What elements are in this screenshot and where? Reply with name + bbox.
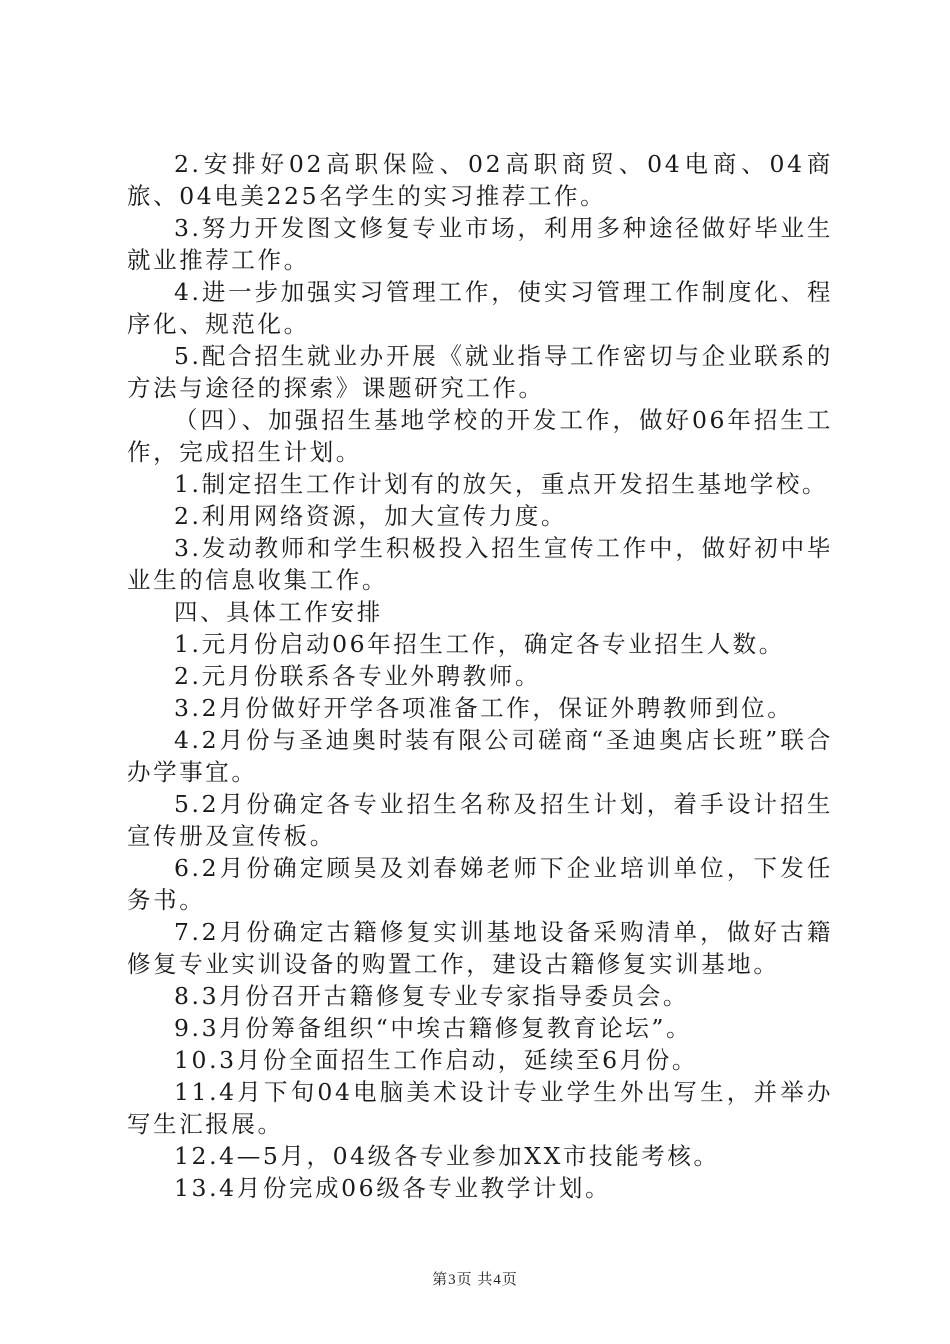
schedule-item-11: 11.4月下旬04电脑美术设计专业学生外出写生，并举办写生汇报展。 <box>127 1078 833 1138</box>
paragraph-item-3-mobilize: 3.发动教师和学生积极投入招生宣传工作中，做好初中毕业生的信息收集工作。 <box>127 534 833 594</box>
schedule-item-5: 5.2月份确定各专业招生名称及招生计划，着手设计招生宣传册及宣传板。 <box>127 790 833 850</box>
schedule-item-13: 13.4月份完成06级各专业教学计划。 <box>174 1174 612 1202</box>
paragraph-item-3-market: 3.努力开发图文修复专业市场，利用多种途径做好毕业生就业推荐工作。 <box>127 214 833 274</box>
page-footer: 第3页 共4页 <box>432 1272 518 1288</box>
paragraph-item-2-internship: 2.安排好02高职保险、02高职商贸、04电商、04商旅、04电美225名学生的实习推荐工作。 <box>127 150 833 210</box>
schedule-item-6: 6.2月份确定顾昊及刘春娣老师下企业培训单位，下发任务书。 <box>127 854 833 914</box>
schedule-item-8: 8.3月份召开古籍修复专业专家指导委员会。 <box>174 982 689 1010</box>
paragraph-item-2-network: 2.利用网络资源，加大宣传力度。 <box>174 502 568 530</box>
paragraph-item-4-management: 4.进一步加强实习管理工作，使实习管理工作制度化、程序化、规范化。 <box>127 278 833 338</box>
schedule-item-12: 12.4—5月，04级各专业参加XX市技能考核。 <box>174 1142 720 1170</box>
document-body <box>127 148 833 1204</box>
paragraph-item-5-research: 5.配合招生就业办开展《就业指导工作密切与企业联系的方法与途径的探索》课题研究工作。 <box>127 342 833 402</box>
section-heading-schedule: 四、具体工作安排 <box>174 598 383 626</box>
section-heading-4: （四）、加强招生基地学校的开发工作，做好06年招生工作，完成招生计划。 <box>127 406 833 466</box>
schedule-item-10: 10.3月份全面招生工作启动，延续至6月份。 <box>174 1046 698 1074</box>
schedule-item-2: 2.元月份联系各专业外聘教师。 <box>174 662 541 690</box>
schedule-item-1: 1.元月份启动06年招生工作，确定各专业招生人数。 <box>174 630 785 658</box>
schedule-item-7: 7.2月份确定古籍修复实训基地设备采购清单，做好古籍修复专业实训设备的购置工作，建设古籍修复实训基地。 <box>127 918 833 978</box>
schedule-item-4: 4.2月份与圣迪奥时装有限公司磋商“圣迪奥店长班”联合办学事宜。 <box>127 726 833 786</box>
schedule-item-3: 3.2月份做好开学各项准备工作，保证外聘教师到位。 <box>174 694 794 722</box>
paragraph-item-1-plan: 1.制定招生工作计划有的放矢，重点开发招生基地学校。 <box>174 470 829 498</box>
schedule-item-9: 9.3月份筹备组织“中埃古籍修复教育论坛”。 <box>174 1014 693 1042</box>
